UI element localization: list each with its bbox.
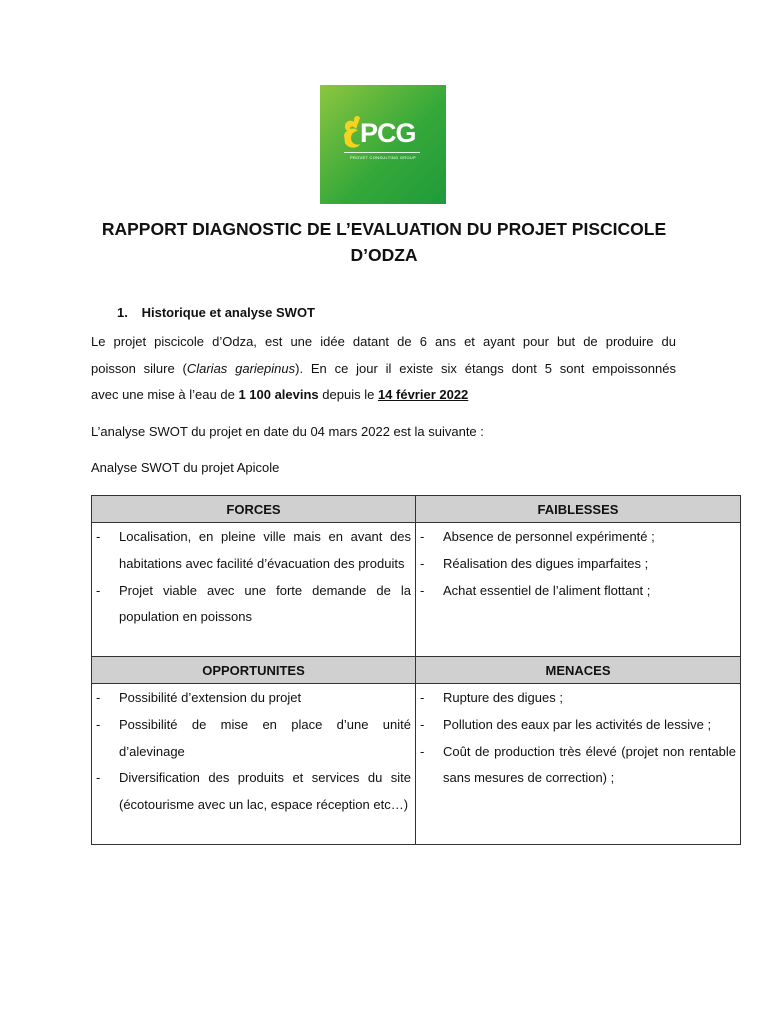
list-item-text: Localisation, en pleine ville mais en avant des habitations avec facilité d’évacuation des produits <box>119 529 411 571</box>
intro-line: poisson silure (Clarias gariepinus). En ce jour il existe six étangs dont 5 sont empoissonnés <box>91 360 676 376</box>
bullet-dash: - <box>420 555 425 571</box>
logo-divider <box>344 152 420 153</box>
bullet-dash: - <box>96 690 101 705</box>
intro-paragraph <box>91 329 676 409</box>
pcg-logo <box>320 85 446 204</box>
list-item-text: Possibilité d’extension du projet <box>119 690 302 705</box>
list-item-text: Achat essentiel de l’aliment flottant ; <box>443 582 651 598</box>
logo-brand-text: PCG <box>360 118 416 148</box>
report-title <box>90 216 678 268</box>
fry-count: 1 100 alevins <box>238 387 319 402</box>
table-header-row <box>92 496 741 523</box>
opportunites-cell <box>92 684 416 845</box>
list-item <box>96 765 411 819</box>
bullet-dash: - <box>420 743 425 759</box>
forces-cell <box>92 523 416 657</box>
list-item <box>96 578 411 632</box>
list-item <box>420 685 736 712</box>
swot-caption: Analyse SWOT du projet Apicole <box>91 460 280 475</box>
table-row <box>92 684 741 845</box>
stocking-date: 14 février 2022 <box>377 387 469 402</box>
list-item <box>96 685 411 712</box>
menaces-header: MENACES <box>416 657 741 684</box>
list-item <box>420 712 736 739</box>
list-item-text: Réalisation des digues imparfaites ; <box>443 555 649 571</box>
swot-intro: L’analyse SWOT du projet en date du 04 mars 2022 est la suivante : <box>91 424 484 439</box>
table-header-row <box>92 657 741 684</box>
section-number: 1. <box>117 305 128 320</box>
list-item-text: Pollution des eaux par les activités de lessive ; <box>443 716 712 732</box>
list-item-text: Projet viable avec une forte demande de la population en poissons <box>119 582 411 625</box>
bullet-dash: - <box>420 582 425 598</box>
list-item-text: Absence de personnel expérimenté ; <box>443 529 655 544</box>
list-item-text: Diversification des produits et services du site (écotourisme avec un lac, espace réception etc…) <box>119 770 411 813</box>
table-row <box>92 523 741 657</box>
list-item-text: Coût de production très élevé (projet non rentable sans mesures de correction) ; <box>443 743 736 786</box>
bullet-dash: - <box>96 529 101 544</box>
faiblesses-header: FAIBLESSES <box>416 496 741 523</box>
bullet-dash: - <box>420 529 425 544</box>
list-item <box>420 739 736 793</box>
forces-header: FORCES <box>92 496 416 523</box>
section-heading <box>117 303 315 323</box>
bullet-dash: - <box>420 716 425 732</box>
intro-line: avec une mise à l’eau de 1 100 alevins depuis le 14 février 2022 <box>91 387 469 402</box>
bullet-dash: - <box>96 716 101 732</box>
list-item <box>96 524 411 578</box>
list-item <box>420 578 736 605</box>
list-item <box>420 524 736 551</box>
report-title-line2: D’ODZA <box>350 245 418 265</box>
swot-table <box>91 495 741 845</box>
logo-tagline: PROVET CONSULTING GROUP <box>349 155 417 160</box>
faiblesses-cell <box>416 523 741 657</box>
list-item <box>420 551 736 578</box>
list-item-text: Rupture des digues ; <box>443 690 563 705</box>
bullet-dash: - <box>96 770 101 786</box>
bullet-dash: - <box>420 690 425 705</box>
report-title-line1: RAPPORT DIAGNOSTIC DE L’EVALUATION DU PROJET PISCICOLE <box>101 219 667 239</box>
bullet-dash: - <box>96 582 101 598</box>
species-name: Clarias gariepinus <box>186 360 296 376</box>
intro-line: Le projet piscicole d’Odza, est une idée datant de 6 ans et ayant pour but de produire du <box>91 334 676 349</box>
section-title: Historique et analyse SWOT <box>141 305 315 320</box>
menaces-cell <box>416 684 741 845</box>
list-item-text: Possibilité de mise en place d’une unité d’alevinage <box>119 716 411 759</box>
list-item <box>96 712 411 766</box>
opportunites-header: OPPORTUNITES <box>92 657 416 684</box>
